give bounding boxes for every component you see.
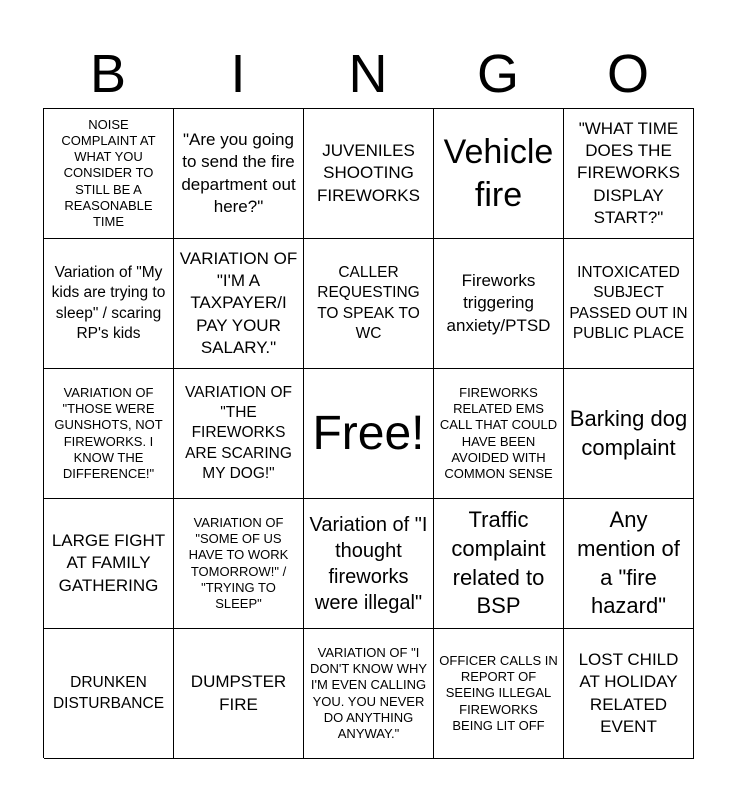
bingo-cell-r5-c5[interactable]: LOST CHILD AT HOLIDAY RELATED EVENT <box>564 629 694 759</box>
bingo-cell-r3-c5[interactable]: Barking dog complaint <box>564 369 694 499</box>
header-letter-g: G <box>476 44 519 104</box>
bingo-cell-r2-c2[interactable]: VARIATION OF "I'M A TAXPAYER/I PAY YOUR SALARY." <box>174 239 304 369</box>
header-letter-b: B <box>89 44 127 104</box>
bingo-cell-r5-c2[interactable]: DUMPSTER FIRE <box>174 629 304 759</box>
bingo-cell-r4-c4[interactable]: Traffic complaint related to BSP <box>434 499 564 629</box>
bingo-cell-r2-c5[interactable]: INTOXICATED SUBJECT PASSED OUT IN PUBLIC PLACE <box>564 239 694 369</box>
bingo-cell-r4-c1[interactable]: LARGE FIGHT AT FAMILY GATHERING <box>44 499 174 629</box>
header-letter-n: N <box>348 44 388 104</box>
free-space[interactable]: Free! <box>304 369 434 499</box>
bingo-cell-r1-c2[interactable]: "Are you going to send the fire department out here?" <box>174 109 304 239</box>
bingo-cell-r3-c4[interactable]: FIREWORKS RELATED EMS CALL THAT COULD HAVE BEEN AVOIDED WITH COMMON SENSE <box>434 369 564 499</box>
bingo-cell-r1-c4[interactable]: Vehicle fire <box>434 109 564 239</box>
bingo-cell-r2-c1[interactable]: Variation of "My kids are trying to sleep" / scaring RP's kids <box>44 239 174 369</box>
bingo-cell-r5-c1[interactable]: DRUNKEN DISTURBANCE <box>44 629 174 759</box>
header-letter-i: I <box>230 44 246 104</box>
bingo-cell-r4-c5[interactable]: Any mention of a "fire hazard" <box>564 499 694 629</box>
bingo-cell-r2-c4[interactable]: Fireworks triggering anxiety/PTSD <box>434 239 564 369</box>
bingo-cell-r1-c5[interactable]: "WHAT TIME DOES THE FIREWORKS DISPLAY START?" <box>564 109 694 239</box>
bingo-cell-r5-c4[interactable]: OFFICER CALLS IN REPORT OF SEEING ILLEGAL FIREWORKS BEING LIT OFF <box>434 629 564 759</box>
bingo-header <box>43 40 693 108</box>
bingo-cell-r1-c3[interactable]: JUVENILES SHOOTING FIREWORKS <box>304 109 434 239</box>
bingo-grid <box>43 108 694 758</box>
bingo-cell-r3-c2[interactable]: VARIATION OF "THE FIREWORKS ARE SCARING MY DOG!" <box>174 369 304 499</box>
header-letter-o: O <box>606 44 649 104</box>
bingo-cell-r2-c3[interactable]: CALLER REQUESTING TO SPEAK TO WC <box>304 239 434 369</box>
bingo-cell-r4-c2[interactable]: VARIATION OF "SOME OF US HAVE TO WORK TOMORROW!" / "TRYING TO SLEEP" <box>174 499 304 629</box>
bingo-cell-r5-c3[interactable]: VARIATION OF "I DON'T KNOW WHY I'M EVEN CALLING YOU. YOU NEVER DO ANYTHING ANYWAY." <box>304 629 434 759</box>
bingo-cell-r3-c1[interactable]: VARIATION OF "THOSE WERE GUNSHOTS, NOT FIREWORKS. I KNOW THE DIFFERENCE!" <box>44 369 174 499</box>
bingo-cell-r4-c3[interactable]: Variation of "I thought fireworks were illegal" <box>304 499 434 629</box>
bingo-cell-r1-c1[interactable]: NOISE COMPLAINT AT WHAT YOU CONSIDER TO STILL BE A REASONABLE TIME <box>44 109 174 239</box>
